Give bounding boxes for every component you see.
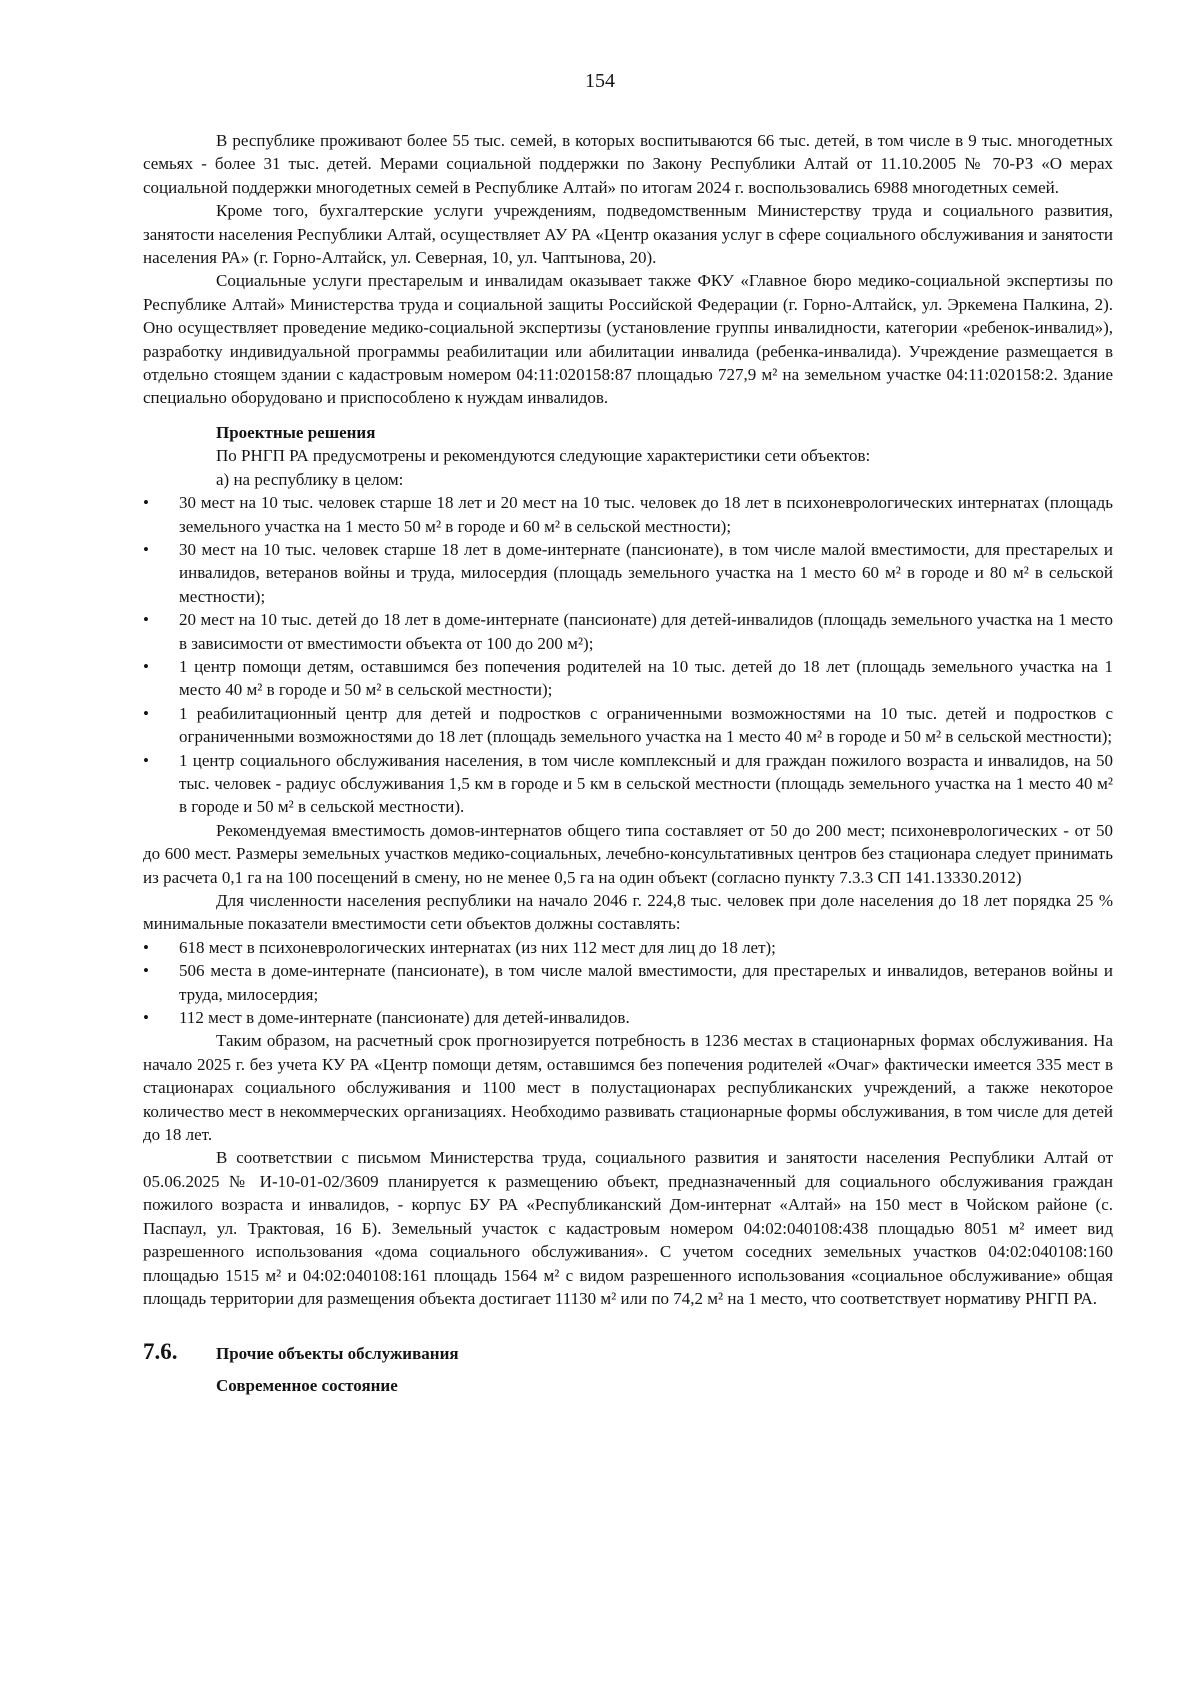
network-characteristics-list [143,491,1113,819]
list-item: • 618 мест в психоневрологических интернатах (из них 112 мест для лиц до 18 лет); [143,936,1113,959]
paragraph-accounting: Кроме того, бухгалтерские услуги учреждениям, подведомственным Министерству труда и социального развития, занятости населения Республики Алтай, осуществляет АУ РА «Центр оказания услуг в сфере социального обслуживания и занятости населения РА» (г. Горно-Алтайск, ул. Северная, 10, ул. Чаптынова, 20). [143,201,1113,268]
section-heading [143,1340,1113,1365]
section-title: Прочие объекты обслуживания [216,1344,459,1364]
minimum-capacity-list [143,936,1113,1030]
list-item: • 30 мест на 10 тыс. человек старше 18 лет в доме-интернате (пансионате), в том числе малой вместимости, для престарелых и инвалидов, ветеранов войны и труда, милосердия (площадь земельного участка на 1 место 60 м² в городе и 80 м² в сельской местности); [143,538,1113,608]
list-item: • 112 мест в доме-интернате (пансионате) для детей-инвалидов. [143,1006,1113,1029]
paragraph-planned-object: В соответствии с письмом Министерства труда, социального развития и занятости населения Республики Алтай от 05.06.2025 № И-10-01-02/3609 планируется к размещению объект, предназначенный для социального обслуживания граждан пожилого возраста и инвалидов, - корпус БУ РА «Республиканский Дом-интернат «Алтай» на 150 мест в Чойском районе (с. Паспаул, ул. Трактовая, 16 Б). Земельный участок с кадастровым номером 04:02:040108:438 площадью 8051 м² имеет вид разрешенного использования «дома социального обслуживания». С учетом соседних земельных участков 04:02:040108:160 площадью 1515 м² и 04:02:040108:161 площадь 1564 м² с видом разрешенного использования «социальное обслуживание» общая площадь территории для размещения объекта достигает 11130 м² или по 74,2 м² на 1 место, что соответствует нормативу РНГП РА. [143,1148,1113,1308]
paragraph-republic-whole: а) на республику в целом: [216,469,404,489]
heading-current-state: Современное состояние [216,1375,398,1395]
page-number: 154 [585,70,615,92]
heading-project-decisions: Проектные решения [216,422,376,442]
paragraph-population-2046: Для численности населения республики на начало 2046 г. 224,8 тыс. человек при доле населения до 18 лет порядка 25 % минимальные показатели вместимости сети объектов должны составлять: [143,891,1113,934]
paragraph-capacity: Рекомендуемая вместимость домов-интернатов общего типа составляет от 50 до 200 мест; психоневрологических - от 50 до 600 мест. Размеры земельных участков медико-социальных, лечебно-консультативных центров без стационара следует принимать из расчета 0,1 га на 100 посещений в смену, но не менее 0,5 га на один объект (согласно пункту 7.3.3 СП 141.13330.2012) [143,820,1113,887]
paragraph-forecast: Таким образом, на расчетный срок прогнозируется потребность в 1236 местах в стационарных формах обслуживания. На начало 2025 г. без учета КУ РА «Центр помощи детям, оставшимся без попечения родителей «Очаг» фактически имеется 335 мест в стационарах социального обслуживания и 1100 мест в полустационарах республиканских учреждений, а также некоторое количество мест в некоммерческих организациях. Необходимо развивать стационарные формы обслуживания, в том числе для детей до 18 лет. [143,1031,1113,1145]
list-item: • 506 места в доме-интернате (пансионате), в том числе малой вместимости, для престарелых и инвалидов, ветеранов войны и труда, милосердия; [143,959,1113,1006]
paragraph-families: В республике проживают более 55 тыс. семей, в которых воспитываются 66 тыс. детей, в том числе в 9 тыс. многодетных семьях - более 31 тыс. детей. Мерами социальной поддержки по Закону Республики Алтай от 11.10.2005 № 70-РЗ «О мерах социальной поддержки многодетных семей в Республике Алтай» по итогам 2024 г. воспользовались 6988 многодетных семей. [143,131,1113,197]
paragraph-expertise-bureau: Социальные услуги престарелым и инвалидам оказывает также ФКУ «Главное бюро медико-социальной экспертизы по Республике Алтай» Министерства труда и социальной защиты Российской Федерации (г. Горно-Алтайск, ул. Эркемена Палкина, 2). Оно осуществляет проведение медико-социальной экспертизы (установление группы инвалидности, категории «ребенок-инвалид»), разработку индивидуальной программы реабилитации или абилитации инвалида (ребенка-инвалида). Учреждение размещается в отдельно стоящем здании с кадастровым номером 04:11:020158:87 площадью 727,9 м² на земельном участке 04:11:020158:2. Здание специально оборудовано и приспособлено к нуждам инвалидов. [143,271,1113,408]
section-number: 7.6. [143,1339,178,1365]
paragraph-network-intro: По РНГП РА предусмотрены и рекомендуются следующие характеристики сети объектов: [216,446,871,466]
list-item: • 1 центр помощи детям, оставшимся без попечения родителей на 10 тыс. детей до 18 лет (площадь земельного участка на 1 место 40 м² в городе и 50 м² в сельской местности); [143,655,1113,702]
list-item: • 20 мест на 10 тыс. детей до 18 лет в доме-интернате (пансионате) для детей-инвалидов (площадь земельного участка на 1 место в зависимости от вместимости объекта от 100 до 200 м²); [143,608,1113,655]
list-item: • 30 мест на 10 тыс. человек старше 18 лет и 20 мест на 10 тыс. человек до 18 лет в психоневрологических интернатах (площадь земельного участка на 1 место 50 м² в городе и 60 м² в сельской местности); [143,491,1113,538]
list-item: • 1 центр социального обслуживания населения, в том числе комплексный и для граждан пожилого возраста и инвалидов, на 50 тыс. человек - радиус обслуживания 1,5 км в городе и 5 км в сельской местности (площадь земельного участка на 1 место 40 м² в городе и 50 м² в сельской местности). [143,749,1113,819]
document-body [143,129,1113,1397]
list-item: • 1 реабилитационный центр для детей и подростков с ограниченными возможностями на 10 тыс. детей и подростков с ограниченными возможностями до 18 лет (площадь земельного участка на 1 место 40 м² в городе и 50 м² в сельской местности); [143,702,1113,749]
